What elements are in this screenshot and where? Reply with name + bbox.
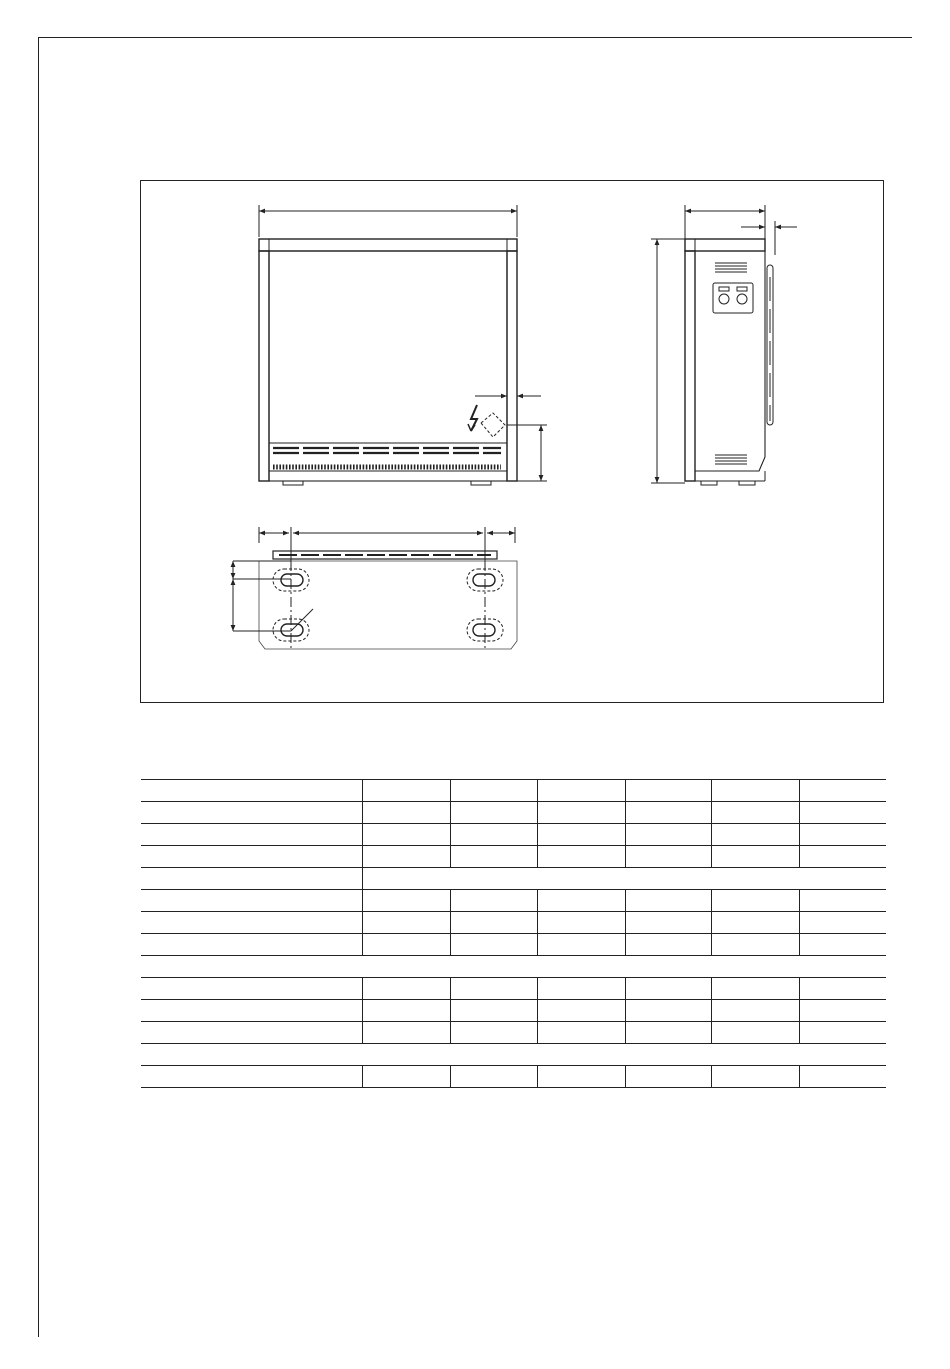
table-cell — [362, 1066, 450, 1088]
table-cell — [450, 824, 537, 846]
table-cell — [537, 1022, 625, 1044]
table-cell — [362, 780, 450, 802]
table-cell — [537, 1066, 625, 1088]
table-cell — [711, 912, 799, 934]
side-view — [651, 205, 797, 485]
table-cell — [711, 780, 799, 802]
table-cell — [711, 1000, 799, 1022]
table-row — [141, 890, 886, 912]
row-label — [141, 1000, 362, 1022]
front-view — [259, 205, 547, 485]
row-label — [141, 1022, 362, 1044]
table-row — [141, 824, 886, 846]
table-cell — [537, 846, 625, 868]
table-cell — [625, 934, 711, 956]
table-cell — [625, 802, 711, 824]
row-label — [141, 1044, 886, 1066]
table-cell — [799, 978, 886, 1000]
table-cell — [450, 1066, 537, 1088]
page-left-rule — [38, 37, 39, 1337]
table-cell — [711, 824, 799, 846]
table-cell — [537, 1000, 625, 1022]
table-cell — [450, 912, 537, 934]
table-row — [141, 1000, 886, 1022]
page-top-rule — [38, 37, 912, 38]
table-cell — [711, 890, 799, 912]
top-bracket-view — [233, 527, 517, 649]
table-cell — [537, 824, 625, 846]
table-cell — [362, 1000, 450, 1022]
row-label — [141, 934, 362, 956]
table-cell — [537, 780, 625, 802]
table-row — [141, 846, 886, 868]
table-row — [141, 802, 886, 824]
table-cell — [799, 1000, 886, 1022]
table-cell — [625, 824, 711, 846]
table-cell — [711, 978, 799, 1000]
row-label — [141, 956, 886, 978]
row-label — [141, 1066, 362, 1088]
table-row — [141, 1066, 886, 1088]
table-row — [141, 912, 886, 934]
table-cell — [537, 890, 625, 912]
table-cell — [362, 1022, 450, 1044]
table-row — [141, 956, 886, 978]
table-row — [141, 1044, 886, 1066]
row-label — [141, 802, 362, 824]
drawing-frame — [140, 180, 884, 703]
table-row — [141, 934, 886, 956]
table-cell — [362, 978, 450, 1000]
table-cell — [625, 978, 711, 1000]
table-cell — [450, 1022, 537, 1044]
table-cell — [537, 802, 625, 824]
row-label — [141, 868, 362, 890]
row-label — [141, 912, 362, 934]
table-cell — [625, 846, 711, 868]
table-cell — [450, 846, 537, 868]
table-cell — [450, 890, 537, 912]
table-row — [141, 868, 886, 890]
table-cell — [799, 890, 886, 912]
row-label — [141, 890, 362, 912]
table-cell — [799, 1022, 886, 1044]
table-cell — [537, 978, 625, 1000]
specification-table — [141, 779, 886, 1088]
table-row — [141, 780, 886, 802]
table-cell — [537, 934, 625, 956]
table-cell — [362, 846, 450, 868]
table-cell — [362, 912, 450, 934]
row-label — [141, 780, 362, 802]
table-cell — [625, 780, 711, 802]
table-cell — [537, 912, 625, 934]
table-cell — [799, 780, 886, 802]
table-cell — [799, 802, 886, 824]
table-cell — [711, 1066, 799, 1088]
table-cell — [711, 802, 799, 824]
table-cell — [362, 868, 886, 890]
table-cell — [799, 934, 886, 956]
table-cell — [625, 1022, 711, 1044]
table-cell — [450, 934, 537, 956]
table-cell — [799, 824, 886, 846]
table-cell — [711, 1022, 799, 1044]
table-cell — [362, 934, 450, 956]
row-label — [141, 846, 362, 868]
row-label — [141, 824, 362, 846]
table-cell — [362, 802, 450, 824]
table-cell — [799, 912, 886, 934]
table-cell — [711, 934, 799, 956]
table-cell — [450, 978, 537, 1000]
table-cell — [799, 1066, 886, 1088]
table-cell — [450, 780, 537, 802]
table-cell — [799, 846, 886, 868]
dimension-drawing — [141, 181, 885, 704]
row-label — [141, 978, 362, 1000]
table-cell — [711, 846, 799, 868]
table-row — [141, 978, 886, 1000]
table-cell — [450, 802, 537, 824]
specification-table-body — [141, 780, 886, 1088]
table-cell — [625, 1000, 711, 1022]
table-cell — [625, 912, 711, 934]
table-cell — [362, 824, 450, 846]
table-cell — [362, 890, 450, 912]
table-cell — [625, 1066, 711, 1088]
table-cell — [625, 890, 711, 912]
table-cell — [450, 1000, 537, 1022]
table-row — [141, 1022, 886, 1044]
